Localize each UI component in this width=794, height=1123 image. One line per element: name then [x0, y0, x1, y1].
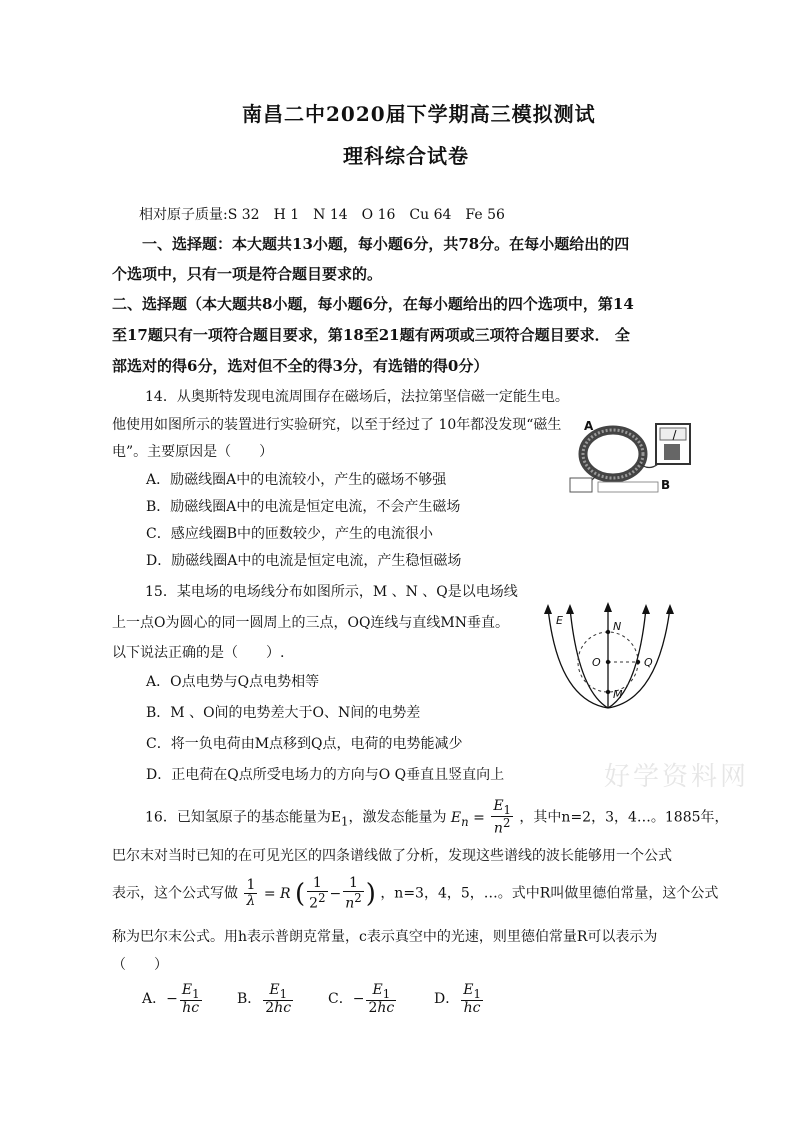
q14-option-d: D．励磁线圈A中的电流是恒定电流，产生稳恒磁场	[146, 553, 462, 569]
label-q: Q	[644, 656, 653, 669]
q16-line4: 称为巴尔末公式。用h表示普朗克常量，c表示真空中的光速，则里德伯常量R可以表示为	[112, 929, 658, 945]
label-m: M	[613, 688, 623, 701]
balmer-formula: $\frac{1}{\lambda}$ = R ( $\frac{1}{2^2}$ − $\frac{1}{n^2}$ )	[246, 875, 376, 912]
paper-title: 南昌二中2020届下学期高三模拟测试	[242, 102, 596, 126]
q16-option-d: D． $\frac{E_1}{hc}$	[434, 981, 481, 1016]
section2-line2: 至17题只有一项符合题目要求，第18至21题有两项或三项符合题目要求． 全	[112, 326, 630, 344]
atomic-mass-line: 相对原子质量:S 32 H 1 N 14 O 16 Cu 64 Fe 56	[139, 207, 505, 223]
paper-subtitle: 理科综合试卷	[343, 144, 469, 168]
q15-line2: 上一点O为圆心的同一圆周上的三点，OQ连线与直线MN垂直。	[112, 615, 510, 631]
battery	[570, 478, 592, 492]
q16-line1-text-b: ，激发态能量为	[348, 809, 447, 826]
q16-option-a-label: A．	[142, 991, 167, 1007]
electric-field-figure	[540, 600, 690, 720]
q16-line1-text-c: ，其中n=2，3，4…。1885年，	[519, 809, 729, 826]
q15-option-c: C．将一负电荷由M点移到Q点，电荷的电势能减少	[146, 736, 463, 752]
q16-line2: 巴尔末对当时已知的在可见光区的四条谱线做了分析，发现这些谱线的波长能够用一个公式	[112, 848, 672, 864]
label-e: E	[556, 614, 563, 627]
label-b: B	[661, 478, 671, 492]
q14-line3: 电”。主要原因是（ ）	[112, 444, 274, 460]
q14-option-c: C．感应线圈B中的匝数较少，产生的电流很小	[146, 526, 433, 542]
section1-line2: 个选项中，只有一项是符合题目要求的。	[112, 265, 383, 283]
section1-line1: 一、选择题：本大题共13小题，每小题6分，共78分。在每小题给出的四	[142, 235, 630, 253]
excited-energy-formula: $E_n$ = $\frac{E_1}{n^2}$	[450, 798, 511, 837]
q14-line1: 14．从奥斯特发现电流周围存在磁场后，法拉第坚信磁一定能生电。	[145, 389, 569, 405]
q16-line1	[145, 799, 729, 836]
q15-option-d: D．正电荷在Q点所受电场力的方向与O Q垂直且竖直向上	[146, 767, 505, 783]
q15-line1: 15．某电场的电场线分布如图所示，M 、N 、Q是以电场线	[145, 584, 518, 600]
q16-line3-text-a: 表示，这个公式写做	[112, 885, 238, 902]
watermark: 好学资料网	[604, 762, 750, 792]
q16-line5: （ ）	[112, 957, 168, 973]
label-a: A	[584, 419, 594, 433]
label-o: O	[592, 656, 601, 669]
section2-line3: 部选对的得6分，选对但不全的得3分，有选错的得0分）	[112, 357, 489, 375]
q16-line3-text-b: ，n=3，4，5，…。式中R叫做里德伯常量，这个公式	[380, 885, 719, 902]
q16-option-b-label: B．	[237, 991, 262, 1007]
q14-option-b: B．励磁线圈A中的电流是恒定电流，不会产生磁场	[146, 499, 461, 515]
q16-line3	[112, 876, 718, 911]
q15-option-b: B．M 、O间的电势差大于O、N间的电势差	[146, 705, 421, 721]
q16-option-d-label: D．	[434, 991, 460, 1007]
q16-option-a: A．− $\frac{E_1}{hc}$	[142, 981, 200, 1016]
field-line	[570, 608, 608, 708]
q16-line1-sub: 1	[341, 814, 349, 829]
label-n: N	[613, 620, 622, 633]
q16-option-c: C．− $\frac{E_1}{2hc}$	[328, 981, 395, 1016]
q15-option-a: A．O点电势与Q点电势相等	[146, 674, 320, 690]
section2-line1: 二、选择题（本大题共8小题，每小题6分，在每小题给出的四个选项中，第14	[112, 295, 634, 313]
q14-line2: 他使用如图所示的装置进行实验研究，以至于经过了 10年都没发现“磁生	[112, 417, 562, 433]
induction-ring-figure	[568, 412, 696, 502]
q15-line3: 以下说法正确的是（ ）.	[112, 645, 285, 661]
q16-option-c-label: C．	[328, 991, 353, 1007]
q16-line1-text-a: 16．已知氢原子的基态能量为E	[145, 809, 342, 826]
q16-option-b: B． $\frac{E_1}{2hc}$	[237, 981, 292, 1016]
q14-option-a: A．励磁线圈A中的电流较小，产生的磁场不够强	[146, 472, 447, 488]
